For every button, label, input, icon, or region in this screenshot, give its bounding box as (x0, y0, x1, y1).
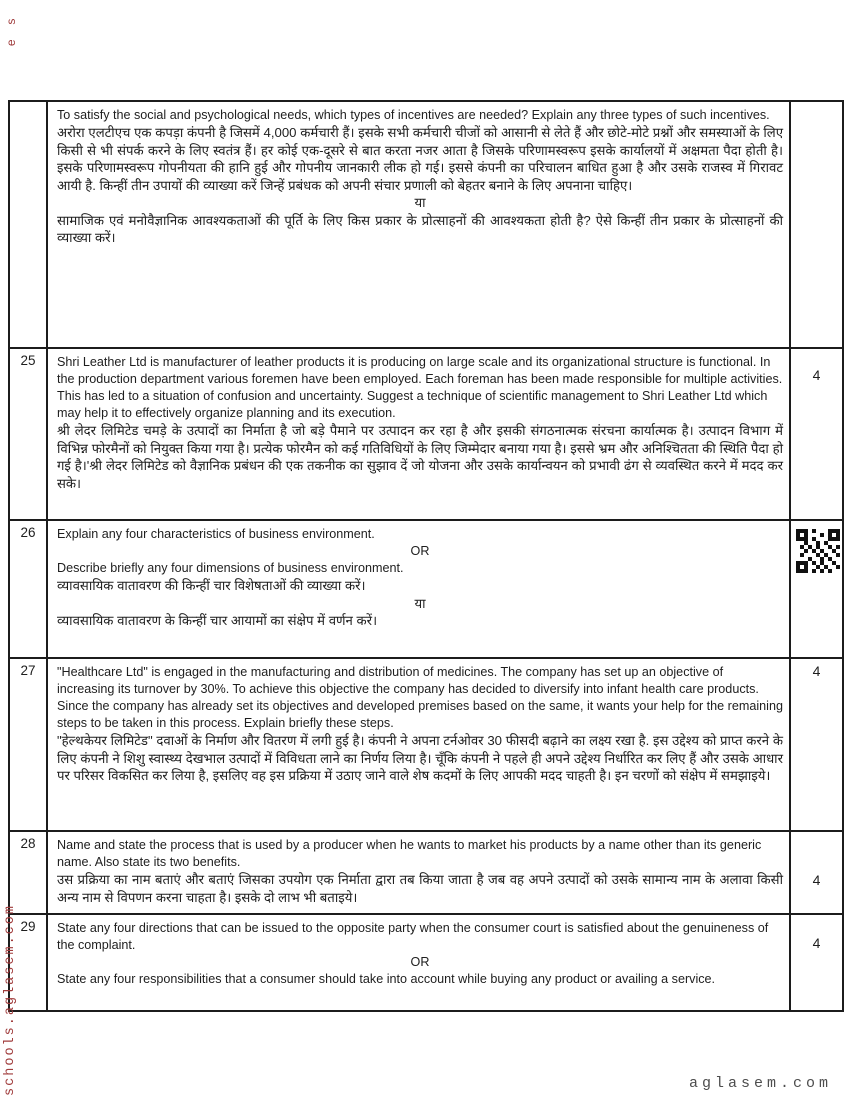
question-text-en: Shri Leather Ltd is manufacturer of leather products it is producing on large scale and its organizational structure is functional. In the production department various foremen have been employed. Each foreman has been made responsible for multiple activities. This has led to a situation of confusion and uncertainty. Suggest a technique of scientific management to Shri Leather Ltd which may help it to effectively organize planning and its execution. (57, 355, 783, 420)
question-text-hi: अरोरा एलटीएच एक कपड़ा कंपनी है जिसमें 4,000 कर्मचारी हैं। इसके सभी कर्मचारी चीजों को आसानी से लेते हैं और छोटे-मोटे प्रश्नों और समस्याओं के लिए किसी से भी संपर्क करने के लिए स्वतंत्र हैं। हर कोई एक-दूसरे से बात करता नजर आता है जिसके परिणामस्वरूप इसके कार्यालयों में अक्षमता पैदा होती है। इसके परिणामस्वरूप गोपनीयता की हानि हुई और गोपनीय जानकारी लीक हो गई। इससे कंपनी का परिचालन बाधित हुआ है और उसके राजस्व में गिरावट आयी है. किन्हीं तीन उपायों की व्याख्या करें जिन्हें प्रबंधक को अपनी संचार प्रणाली को बेहतर बनाने के लिए अपनाना चाहिए। (57, 125, 783, 193)
question-table (8, 100, 844, 1012)
marks-value: 4 (812, 367, 821, 383)
qr-code-icon (796, 527, 840, 575)
or-separator: OR (410, 544, 430, 558)
table-row (10, 521, 842, 659)
watermark-fragment: es (5, 4, 19, 47)
or-separator: या (414, 195, 426, 210)
marks-cell (789, 915, 842, 1010)
table-row (10, 349, 842, 521)
marks-value: 4 (812, 872, 821, 888)
question-number: 25 (10, 349, 48, 519)
or-separator: या (414, 595, 426, 611)
question-number: 29 (10, 915, 48, 1010)
marks-value: 4 (812, 663, 821, 679)
question-text-en: State any four responsibilities that a consumer should take into account while buying any product or availing a service. (57, 972, 716, 986)
question-text-hi: सामाजिक एवं मनोवैज्ञानिक आवश्यकताओं की पूर्ति के लिए किस प्रकार के प्रोत्साहनों की आवश्यकता होती है? ऐसे किन्हीं तीन प्रकार के प्रोत्साहनों की व्याख्या करें। (57, 212, 783, 245)
marks-cell (789, 832, 842, 913)
table-row (10, 832, 842, 915)
question-body (48, 915, 789, 1010)
question-number: 26 (10, 521, 48, 657)
footer-brand: aglasem.com (688, 1075, 832, 1092)
question-text-en: Name and state the process that is used by a producer when he wants to market his products by a name other than its generic name. Also state its two benefits. (57, 838, 762, 869)
question-body (48, 349, 789, 519)
question-body (48, 102, 789, 347)
question-text-hi: श्री लेदर लिमिटेड चमड़े के उत्पादों का निर्माता है जो बड़े पैमाने पर उत्पादन कर रहा है और इसकी संगठनात्मक संरचना कार्यात्मक है। उत्पादन विभाग में विभिन्न फोरमैनों को नियुक्त किया गया है। प्रत्येक फोरमैन को कई गतिविधियों के लिए जिम्मेदार बनाया गया है। इससे भ्रम और अनिश्चितता की स्थिति पैदा हो गई है।'श्री लेदर लिमिटेड को वैज्ञानिक प्रबंधन की एक तकनीक का सुझाव दें जो योजना और उसके कार्यान्वयन को प्रभावी ढंग से व्यवस्थित करने में मदद कर सके। (57, 423, 783, 491)
marks-cell (789, 349, 842, 519)
question-text-en: Describe briefly any four dimensions of business environment. (57, 561, 404, 575)
question-body (48, 659, 789, 830)
marks-cell (789, 659, 842, 830)
table-row (10, 659, 842, 832)
question-body (48, 521, 789, 657)
table-row (10, 915, 842, 1010)
watermark-left: schools.aglasem.com (3, 904, 18, 1096)
marks-cell (789, 102, 842, 347)
question-number: 27 (10, 659, 48, 830)
table-row (10, 102, 842, 349)
question-text-en: State any four directions that can be issued to the opposite party when the consumer court is satisfied about the genuineness of the complaint. (57, 921, 769, 952)
question-text-hi: "हेल्थकेयर लिमिटेड" दवाओं के निर्माण और वितरण में लगी हुई है। कंपनी ने अपना टर्नओवर 30 फीसदी बढ़ाने का लक्ष्य रखा है. इस उद्देश्य को प्राप्त करने के लिए कंपनी ने शिशु स्वास्थ्य देखभाल उत्पादों में विविधता लाने का निर्णय लिया है। चूँकि कंपनी ने पहले ही अपने उद्देश्य निर्धारित कर लिए हैं और उसके आधार पर परिसर विकसित कर लिया है, इसलिए वह इस प्रक्रिया में उठाए जाने वाले शेष कदमों के लिए आपकी मदद चाहती है। इन चरणों को संक्षेप में समझाइये। (57, 733, 783, 783)
question-text-en: To satisfy the social and psychological needs, which types of incentives are needed? Explain any three types of such incentives. (57, 108, 770, 122)
question-text-en: "Healthcare Ltd" is engaged in the manufacturing and distribution of medicines. The company has set up an objective of increasing its turnover by 30%. To achieve this objective the company has decided to diversify into infant health care products. Since the company has already set its objectives and developed premises based on the same, it wants your help for the remaining steps to be taken in this process. Explain briefly these steps. (57, 665, 783, 730)
or-separator: OR (410, 955, 430, 969)
question-text-hi: उस प्रक्रिया का नाम बताएं और बताएं जिसका उपयोग एक निर्माता द्वारा तब किया जाता है जब वह अपने उत्पादों को उसके सामान्य नाम के अलावा किसी अन्य नाम से विपणन करना चाहता है। इसके दो लाभ भी बताइये। (57, 872, 783, 905)
question-number: 28 (10, 832, 48, 913)
question-body (48, 832, 789, 913)
question-text-en: Explain any four characteristics of business environment. (57, 527, 375, 541)
marks-value: 4 (812, 935, 821, 951)
question-text-hi: व्यावसायिक वातावरण के किन्हीं चार आयामों का संक्षेप में वर्णन करें। (57, 613, 378, 628)
question-number (10, 102, 48, 347)
question-text-hi: व्यावसायिक वातावरण की किन्हीं चार विशेषताओं की व्याख्या करें। (57, 578, 366, 593)
